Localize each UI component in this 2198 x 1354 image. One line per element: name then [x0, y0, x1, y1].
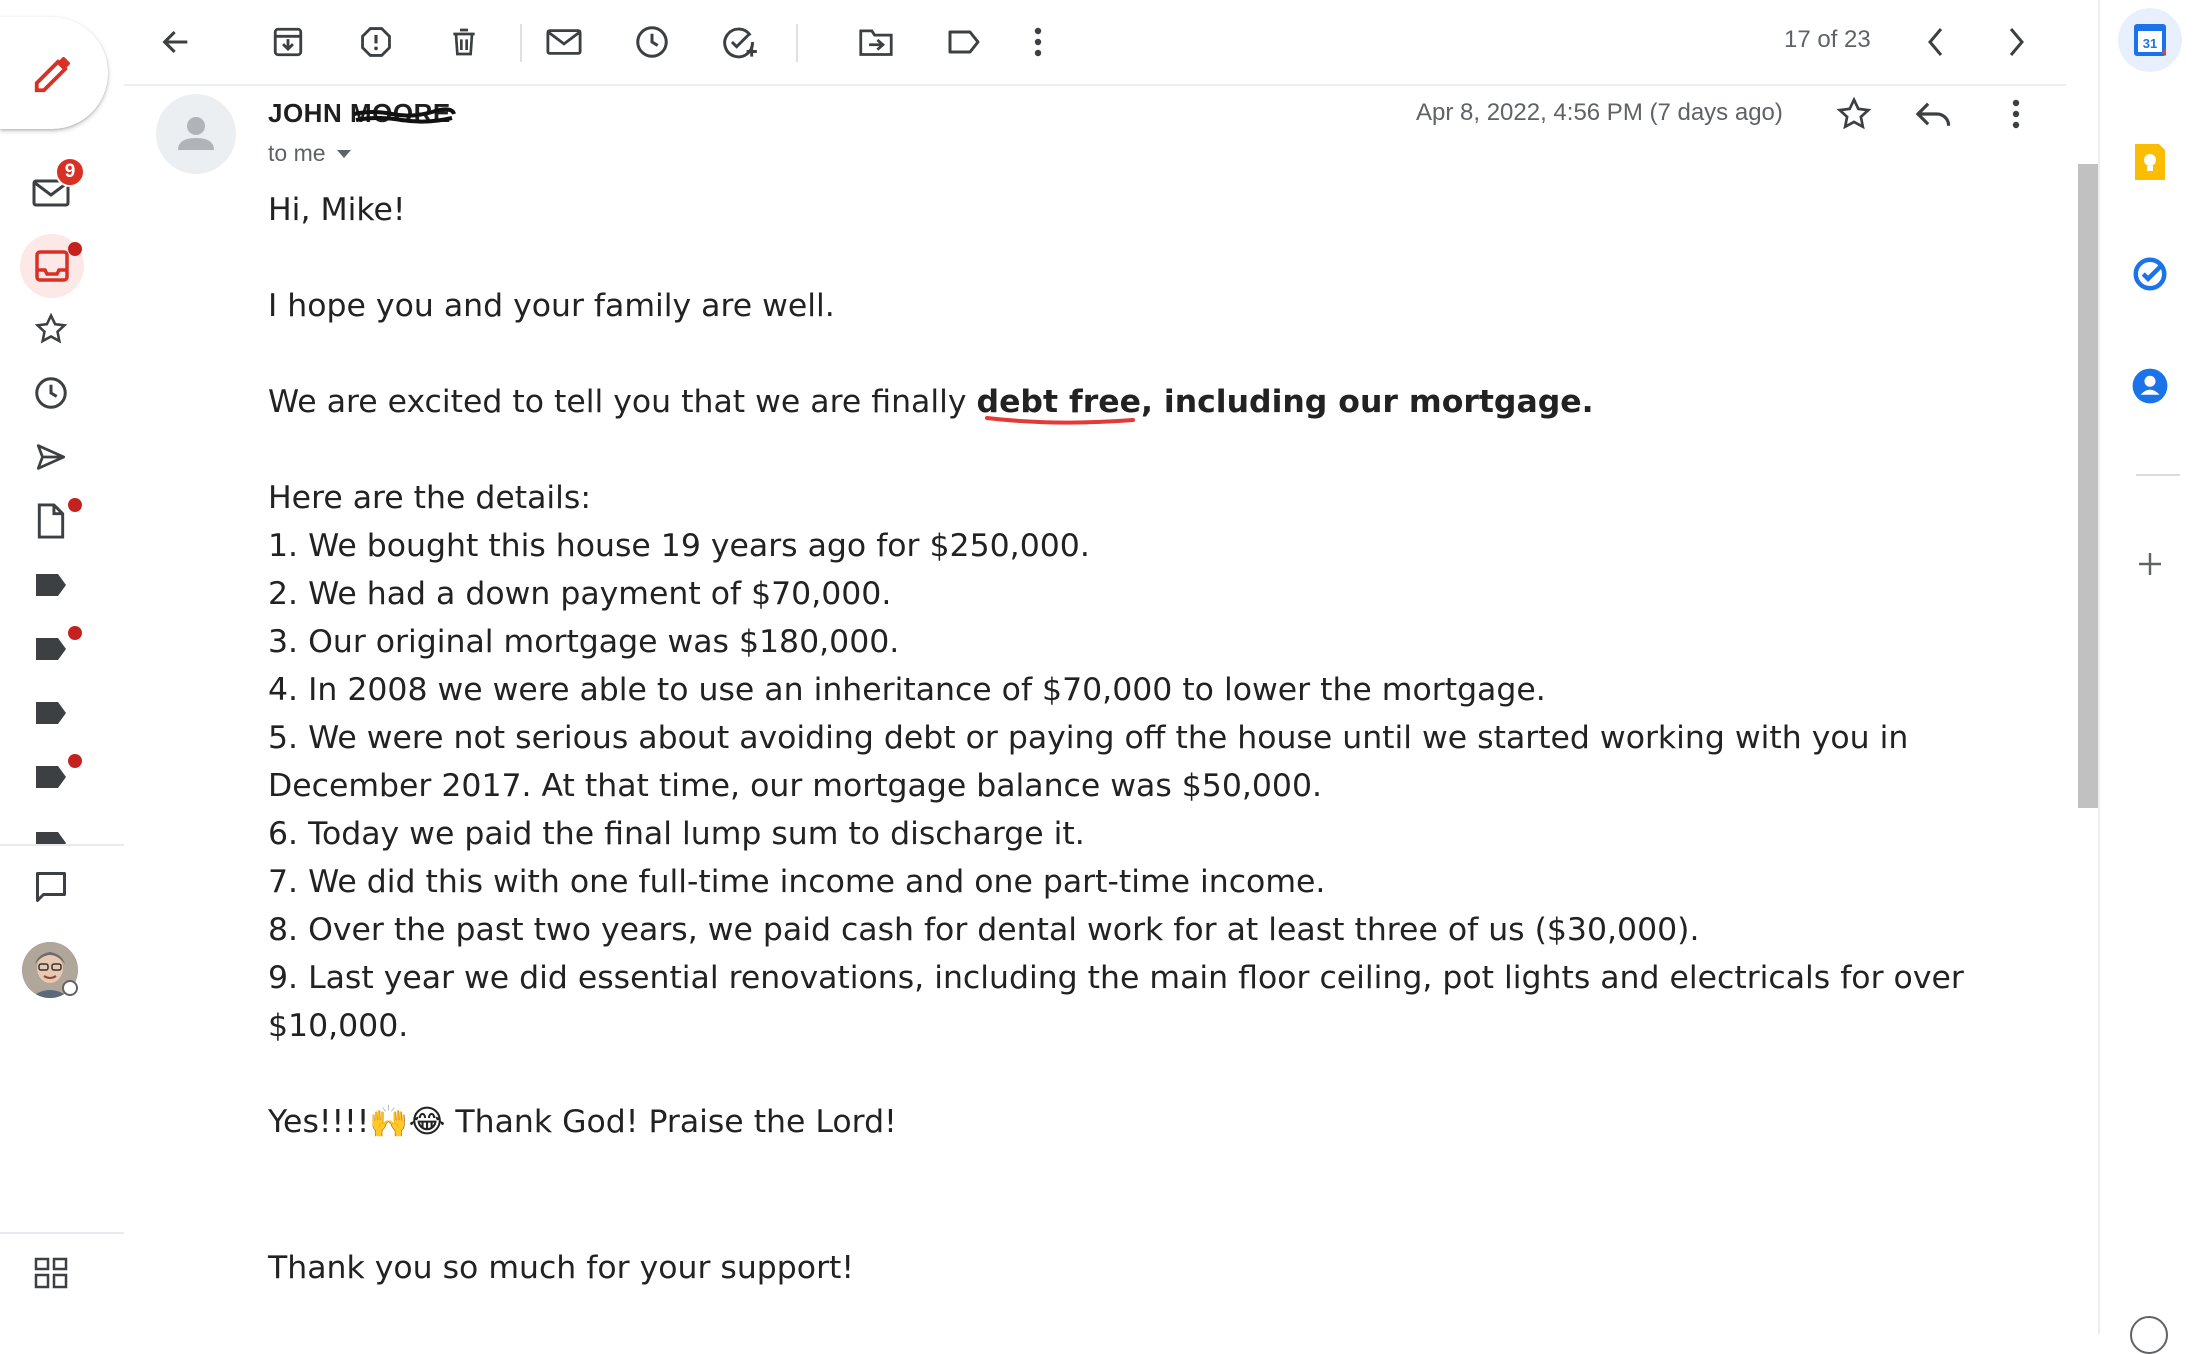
calendar-day: 31: [2142, 36, 2158, 51]
newer-button[interactable]: [1908, 14, 1964, 70]
send-icon: [33, 440, 69, 474]
person-icon: [156, 94, 236, 174]
keep-app-button[interactable]: [2122, 134, 2178, 190]
sender-avatar: [156, 94, 236, 174]
report-spam-button[interactable]: [348, 14, 404, 70]
report-spam-icon: [359, 25, 393, 59]
calendar-icon: [2133, 23, 2167, 57]
delete-button[interactable]: [436, 14, 492, 70]
detail-item: 1. We bought this house 19 years ago for $250,000.: [268, 528, 1090, 564]
draft-icon: [36, 502, 66, 540]
sent-nav-item[interactable]: [22, 428, 80, 486]
message-body: [268, 186, 2008, 1292]
label-dot-4: [68, 754, 82, 768]
detail-item: 5. We were not serious about avoiding debt or paying off the house until we started working with you in December 2017. At that time, our mortgage balance was $50,000.: [268, 720, 1909, 804]
sender-name-redacted: OORE: [372, 98, 451, 128]
label-nav-item-1[interactable]: [22, 556, 80, 614]
debt-free-text: debt free: [976, 384, 1141, 420]
message-toolbar: [124, 0, 2066, 86]
drafts-dot: [68, 498, 82, 512]
snoozed-nav-item[interactable]: [22, 364, 80, 422]
redaction-scribble: [352, 104, 456, 130]
starred-nav-item[interactable]: [22, 300, 80, 358]
mark-unread-button[interactable]: [536, 14, 592, 70]
mail-unread-badge: 9: [55, 157, 85, 187]
debt-free-prefix: We are excited to tell you that we are finally: [268, 384, 977, 420]
older-button[interactable]: [1988, 14, 2044, 70]
tasks-app-button[interactable]: [2122, 246, 2178, 302]
message-more-button[interactable]: [1988, 86, 2044, 142]
side-panel: [2098, 0, 2198, 1334]
back-button[interactable]: [148, 14, 204, 70]
pagination-text: 17 of 23: [1784, 26, 1871, 53]
detail-item: 7. We did this with one full-time income and one part-time income.: [268, 864, 1326, 900]
get-addons-button[interactable]: [2122, 536, 2178, 592]
apps-grid-icon: [34, 1257, 68, 1289]
detail-item: 8. Over the past two years, we paid cash for dental work for at least three of us ($30,000).: [268, 912, 1700, 948]
sender-name-visible: JOHN M: [268, 98, 373, 128]
mark-unread-icon: [546, 27, 582, 57]
toolbar-separator: [796, 24, 798, 62]
inbox-unread-dot: [68, 242, 82, 256]
plus-icon: [2137, 551, 2163, 577]
delete-icon: [448, 25, 480, 59]
chat-nav-item[interactable]: [22, 858, 80, 916]
left-navigation-rail: [0, 0, 124, 1334]
more-vert-icon: [1033, 26, 1043, 58]
archive-icon: [271, 25, 305, 59]
rail-divider-bottom: [0, 1232, 124, 1234]
recipient-text: to me: [268, 140, 326, 166]
label-nav-item-5[interactable]: [22, 820, 80, 844]
chat-icon: [33, 869, 69, 905]
clock-icon: [33, 375, 69, 411]
label-icon: [947, 28, 981, 56]
detail-item: 6. Today we paid the final lump sum to discharge it.: [268, 816, 1085, 852]
star-icon: [1836, 96, 1872, 132]
label-icon: [34, 700, 68, 726]
keep-icon: [2133, 142, 2167, 182]
more-actions-button[interactable]: [1010, 14, 1066, 70]
greeting: Hi, Mike!: [268, 192, 406, 228]
toolbar-separator: [520, 24, 522, 62]
status-ring: [62, 980, 78, 996]
star-icon: [34, 312, 68, 346]
archive-button[interactable]: [260, 14, 316, 70]
caret-down-icon: [336, 149, 352, 159]
well-wish-line: I hope you and your family are well.: [268, 288, 835, 324]
snooze-button[interactable]: [624, 14, 680, 70]
detail-item: 2. We had a down payment of $70,000.: [268, 576, 892, 612]
apps-grid-button[interactable]: [22, 1244, 80, 1302]
scrollbar-thumb[interactable]: [2078, 164, 2098, 808]
star-button[interactable]: [1826, 86, 1882, 142]
calendar-app-button[interactable]: [2118, 8, 2182, 72]
side-panel-divider: [2136, 474, 2180, 476]
label-icon: [34, 830, 68, 844]
detail-item: 4. In 2008 we were able to use an inheritance of $70,000 to lower the mortgage.: [268, 672, 1546, 708]
chevron-right-icon: [2004, 25, 2028, 59]
debt-free-highlight: [977, 378, 1141, 426]
thanks-line: Thank you so much for your support!: [268, 1250, 854, 1286]
mortgage-text: , including our mortgage.: [1140, 384, 1594, 420]
label-icon: [34, 764, 68, 790]
panel-toggle-button[interactable]: [2130, 1316, 2168, 1354]
detail-item: 3. Our original mortgage was $180,000.: [268, 624, 900, 660]
more-vert-icon: [2011, 98, 2021, 130]
compose-button[interactable]: [0, 17, 108, 129]
move-to-icon: [858, 26, 894, 58]
rail-divider: [0, 844, 124, 846]
chevron-left-icon: [1924, 25, 1948, 59]
reply-button[interactable]: [1906, 86, 1962, 142]
back-arrow-icon: [159, 25, 193, 59]
celebration-line: Yes!!!!🙌😂 Thank God! Praise the Lord!: [268, 1104, 897, 1140]
add-to-tasks-button[interactable]: [712, 14, 768, 70]
compose-pencil-icon: [31, 50, 77, 96]
add-task-icon: [721, 24, 759, 60]
message-date: Apr 8, 2022, 4:56 PM (7 days ago): [1416, 99, 1783, 126]
label-icon: [34, 572, 68, 598]
detail-item: 9. Last year we did essential renovations, including the main floor ceiling, pot lights and electricals for over $10,000.: [268, 960, 1964, 1044]
labels-button[interactable]: [936, 14, 992, 70]
label-dot-2: [68, 626, 82, 640]
label-nav-item-3[interactable]: [22, 684, 80, 742]
tasks-icon: [2132, 256, 2168, 292]
contacts-icon: [2131, 367, 2169, 405]
contacts-app-button[interactable]: [2122, 358, 2178, 414]
snooze-icon: [634, 24, 670, 60]
recipient-details-toggle[interactable]: [268, 140, 352, 167]
debt-free-line: [268, 378, 2008, 426]
inbox-icon: [34, 248, 70, 284]
label-icon: [34, 636, 68, 662]
reply-icon: [1915, 99, 1953, 129]
details-intro: Here are the details:: [268, 480, 591, 516]
red-underline-mark: [985, 412, 1135, 428]
move-to-button[interactable]: [848, 14, 904, 70]
